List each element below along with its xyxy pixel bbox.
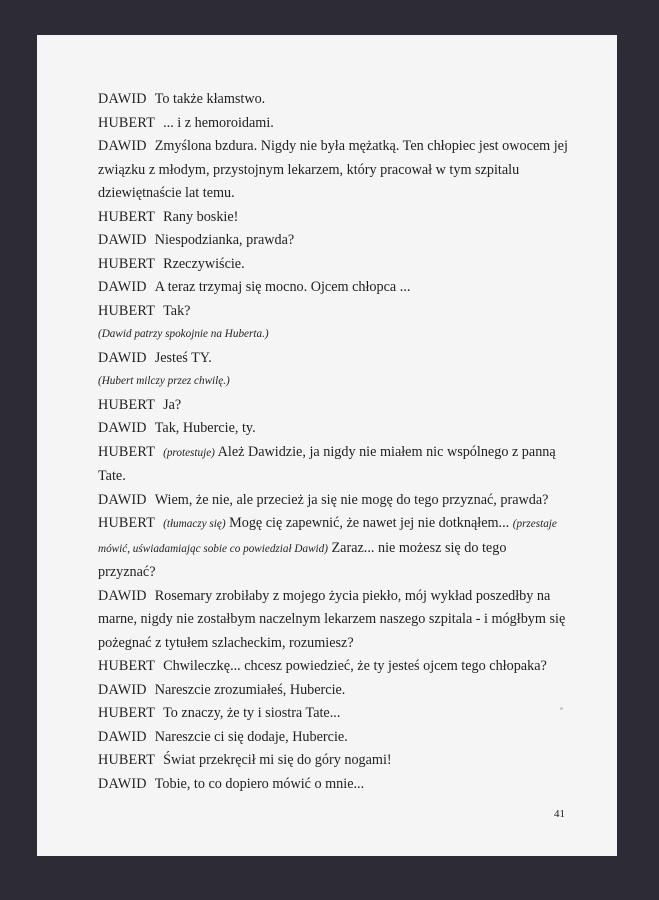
- speaker-name: HUBERT: [98, 658, 156, 674]
- line-text: Zmyślona bzdura. Nigdy nie była mężatką. Ten chłopiec jest owocem jej: [154, 138, 568, 154]
- dialogue-line: [98, 300, 568, 324]
- dialogue-line: [98, 394, 568, 418]
- line-text: Wiem, że nie, ale przecież ja się nie mogę do tego przyznać, prawda?: [154, 491, 549, 508]
- dialogue-line: [98, 229, 568, 253]
- line-text: Nareszcie zrozumiałeś, Hubercie.: [154, 681, 346, 698]
- dialogue-line: [98, 512, 568, 537]
- speaker-name: HUBERT: [98, 114, 156, 131]
- speaker-name: DAWID: [98, 279, 147, 295]
- dialogue-line: [98, 561, 568, 585]
- dialogue-line: [98, 88, 568, 112]
- line-text: Niespodzianka, prawda?: [154, 232, 295, 248]
- speaker-name: DAWID: [98, 491, 147, 508]
- line-text: Jesteś TY.: [154, 349, 212, 366]
- dialogue-line: [98, 347, 568, 371]
- speaker-name: DAWID: [98, 91, 147, 107]
- dialogue-line: [98, 749, 568, 773]
- page-number: 41: [554, 808, 565, 820]
- inline-stage-direction: mówić, uświadamiając sobie co powiedział Dawid): [98, 542, 328, 555]
- dialogue-line: [98, 489, 568, 513]
- script-page: [37, 35, 617, 856]
- line-text: marne, nigdy nie zostałbym naczelnym lekarzem naszego szpitala - i mógłbym się: [98, 611, 566, 627]
- speaker-name: DAWID: [98, 232, 147, 248]
- line-text: Rosemary zrobiłaby z mojego życia piekło, mój wykład poszedłby na: [154, 587, 551, 604]
- speaker-name: HUBERT: [98, 396, 156, 413]
- speaker-name: HUBERT: [98, 208, 156, 225]
- line-text: dziewiętnaście lat temu.: [98, 185, 235, 201]
- speaker-name: HUBERT: [98, 705, 156, 721]
- speaker-name: HUBERT: [98, 515, 156, 531]
- speaker-name: HUBERT: [98, 255, 156, 272]
- dialogue-line: [98, 655, 568, 679]
- dialogue-line: [98, 441, 568, 466]
- speaker-name: HUBERT: [98, 443, 156, 460]
- dialogue-line: [98, 206, 568, 230]
- speaker-name: DAWID: [98, 138, 147, 154]
- dialogue-line: [98, 276, 568, 300]
- line-text: To znaczy, że ty i siostra Tate...: [163, 705, 341, 721]
- speaker-name: DAWID: [98, 587, 147, 604]
- dialogue-line: [98, 417, 568, 441]
- line-text: To także kłamstwo.: [154, 91, 266, 107]
- dialogue-line: [98, 632, 568, 656]
- line-text: Ja?: [163, 396, 182, 413]
- dialogue-line: [98, 112, 568, 136]
- dialogue-line: [98, 465, 568, 489]
- line-text: Tak, Hubercie, ty.: [154, 420, 256, 436]
- line-text: A teraz trzymaj się mocno. Ojcem chłopca ...: [154, 279, 411, 295]
- line-text: Tak?: [163, 302, 191, 319]
- speaker-name: DAWID: [98, 775, 147, 792]
- inline-stage-direction: (tłumaczy się): [163, 518, 226, 530]
- inline-stage-direction: (protestuje): [163, 446, 215, 459]
- dialogue-line: [98, 253, 568, 277]
- speaker-name: DAWID: [98, 349, 147, 366]
- speaker-name: DAWID: [98, 681, 147, 698]
- line-text: Świat przekręcił mi się do góry nogami!: [163, 752, 392, 768]
- stage-direction: (Dawid patrzy spokojnie na Huberta.): [98, 328, 269, 340]
- dialogue-line: [98, 182, 568, 206]
- paper-speck: [560, 707, 563, 710]
- line-text: pożegnać z tytułem szlacheckim, rozumiesz?: [98, 634, 354, 651]
- dialogue-line: [98, 773, 568, 797]
- line-text: Tobie, to co dopiero mówić o mnie...: [154, 775, 365, 792]
- dialogue-line: [98, 135, 568, 159]
- line-text: ... i z hemoroidami.: [163, 114, 274, 131]
- line-text: Chwileczkę... chcesz powiedzieć, że ty jesteś ojcem tego chłopaka?: [163, 658, 547, 674]
- stage-direction: (Hubert milczy przez chwilę.): [98, 375, 230, 387]
- dialogue-line: [98, 679, 568, 703]
- speaker-name: HUBERT: [98, 302, 156, 319]
- speaker-name: DAWID: [98, 728, 147, 745]
- line-text: Zaraz... nie możesz się do tego: [331, 539, 507, 556]
- dialogue-block: [98, 88, 568, 796]
- line-text: Rzeczywiście.: [163, 255, 245, 272]
- line-text: Mogę cię zapewnić, że nawet jej nie dotknąłem...: [229, 515, 510, 531]
- speaker-name: DAWID: [98, 420, 147, 436]
- dialogue-line: [98, 537, 568, 562]
- dialogue-line: [98, 159, 568, 183]
- line-text: przyznać?: [98, 564, 156, 580]
- line-text: Ależ Dawidzie, ja nigdy nie miałem nic wspólnego z panną: [217, 443, 556, 460]
- dialogue-line: [98, 726, 568, 750]
- line-text: Nareszcie ci się dodaje, Hubercie.: [154, 728, 348, 745]
- inline-stage-direction: (przestaje: [512, 518, 557, 530]
- dialogue-line: [98, 585, 568, 609]
- line-text: Tate.: [98, 468, 126, 484]
- speaker-name: HUBERT: [98, 752, 156, 768]
- line-text: Rany boskie!: [163, 208, 239, 225]
- dialogue-line: [98, 702, 568, 726]
- dialogue-line: [98, 608, 568, 632]
- line-text: związku z młodym, przystojnym lekarzem, który pracował w tym szpitalu: [98, 161, 520, 178]
